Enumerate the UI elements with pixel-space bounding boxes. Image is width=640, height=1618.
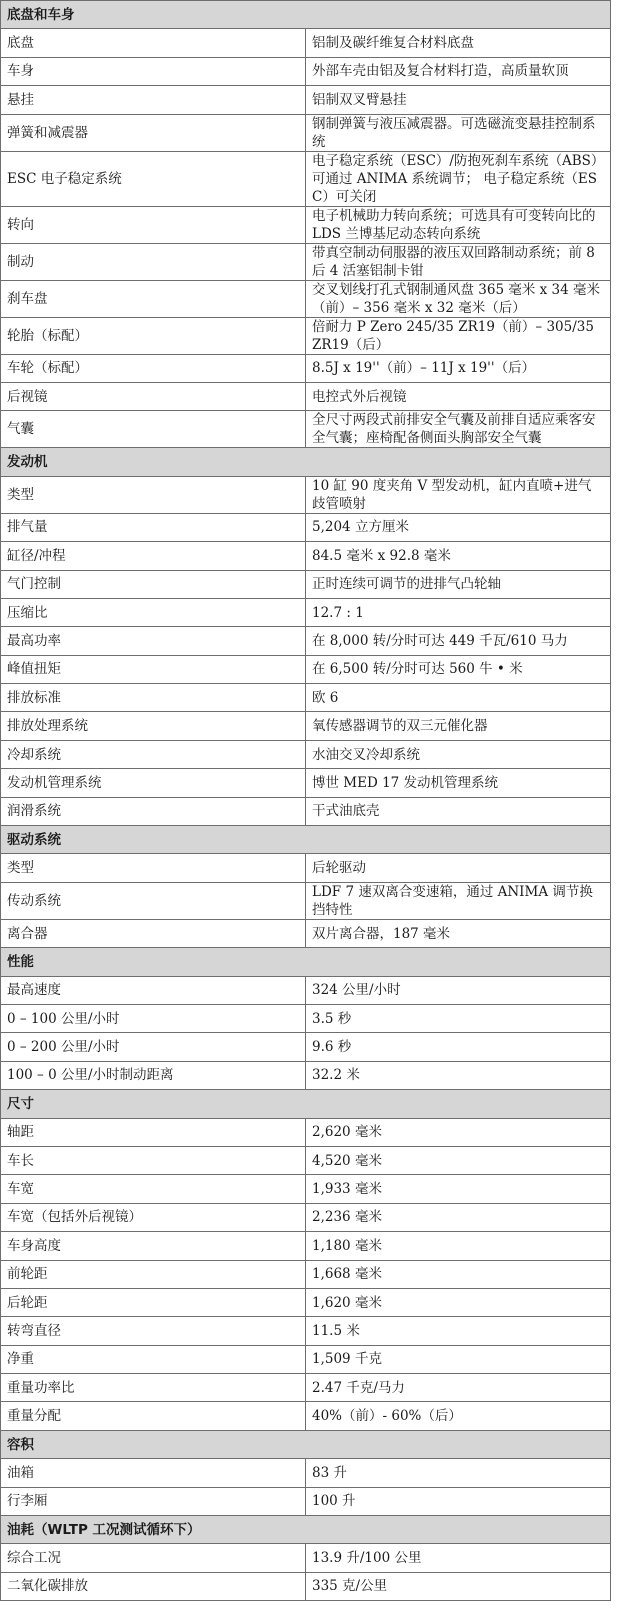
spec-value: 83 升 [306, 1459, 611, 1487]
table-row [1, 1459, 611, 1487]
spec-label: 车身 [1, 57, 306, 85]
spec-label: 0 – 100 公里/小时 [1, 1004, 306, 1032]
spec-value: 正时连续可调节的进排气凸轮轴 [306, 570, 611, 598]
table-row [1, 1004, 611, 1032]
section-header-row [1, 948, 611, 976]
table-row [1, 1544, 611, 1572]
spec-label: 弹簧和减震器 [1, 114, 306, 151]
spec-label: 车宽（包括外后视镜） [1, 1203, 306, 1231]
spec-value: 钢制弹簧与液压减震器。可选磁流变悬挂控制系统 [306, 114, 611, 151]
spec-value: 铝制双叉臂悬挂 [306, 86, 611, 114]
spec-value: 铝制及碳纤维复合材料底盘 [306, 29, 611, 57]
spec-label: 类型 [1, 476, 306, 513]
spec-label: 最高速度 [1, 976, 306, 1004]
spec-label: 峰值扭矩 [1, 655, 306, 683]
table-row [1, 476, 611, 513]
spec-value: 2,620 毫米 [306, 1118, 611, 1146]
table-row [1, 1374, 611, 1402]
spec-label: 底盘 [1, 29, 306, 57]
table-row [1, 542, 611, 570]
table-row [1, 151, 611, 206]
spec-label: 轴距 [1, 1118, 306, 1146]
spec-label: 气囊 [1, 411, 306, 448]
spec-label: 排气量 [1, 513, 306, 541]
table-row [1, 1487, 611, 1515]
spec-value: 全尺寸两段式前排安全气囊及前排自适应乘客安全气囊；座椅配备侧面头胸部安全气囊 [306, 411, 611, 448]
section-header-row [1, 1090, 611, 1118]
table-row [1, 655, 611, 683]
spec-value: 倍耐力 P Zero 245/35 ZR19（前）– 305/35 ZR19（后） [306, 317, 611, 354]
table-row [1, 243, 611, 280]
table-row [1, 1232, 611, 1260]
spec-label: 润滑系统 [1, 797, 306, 825]
spec-label: 制动 [1, 243, 306, 280]
spec-label: 类型 [1, 854, 306, 882]
table-row [1, 513, 611, 541]
spec-label: 悬挂 [1, 86, 306, 114]
table-row [1, 1118, 611, 1146]
spec-label: 转向 [1, 206, 306, 243]
table-row [1, 114, 611, 151]
spec-label: 发动机管理系统 [1, 769, 306, 797]
spec-label: 后视镜 [1, 382, 306, 410]
spec-value: 10 缸 90 度夹角 V 型发动机，缸内直喷+进气歧管喷射 [306, 476, 611, 513]
spec-label: 缸径/冲程 [1, 542, 306, 570]
spec-value: 后轮驱动 [306, 854, 611, 882]
spec-value: 欧 6 [306, 684, 611, 712]
table-row [1, 1345, 611, 1373]
spec-value: 1,668 毫米 [306, 1260, 611, 1288]
spec-value: 电控式外后视镜 [306, 382, 611, 410]
section-title: 尺寸 [1, 1090, 611, 1118]
spec-value: 32.2 米 [306, 1061, 611, 1089]
table-row [1, 854, 611, 882]
table-row [1, 684, 611, 712]
spec-label: 轮胎（标配） [1, 317, 306, 354]
spec-label: 100 – 0 公里/小时制动距离 [1, 1061, 306, 1089]
spec-value: 电子机械助力转向系统；可选具有可变转向比的 LDS 兰博基尼动态转向系统 [306, 206, 611, 243]
spec-value: 5,204 立方厘米 [306, 513, 611, 541]
spec-value: 氧传感器调节的双三元催化器 [306, 712, 611, 740]
spec-label: 二氧化碳排放 [1, 1572, 306, 1600]
table-row [1, 57, 611, 85]
spec-table-body [1, 1, 611, 1601]
section-title: 容积 [1, 1430, 611, 1458]
spec-label: 传动系统 [1, 882, 306, 919]
spec-label: ESC 电子稳定系统 [1, 151, 306, 206]
table-row [1, 976, 611, 1004]
spec-value: 干式油底壳 [306, 797, 611, 825]
spec-value: 2,236 毫米 [306, 1203, 611, 1231]
table-row [1, 740, 611, 768]
spec-value: 9.6 秒 [306, 1033, 611, 1061]
spec-value: 3.5 秒 [306, 1004, 611, 1032]
table-row [1, 382, 611, 410]
spec-label: 车长 [1, 1146, 306, 1174]
spec-value: 4,520 毫米 [306, 1146, 611, 1174]
spec-value: 带真空制动伺服器的液压双回路制动系统；前 8 后 4 活塞铝制卡钳 [306, 243, 611, 280]
table-row [1, 1402, 611, 1430]
table-row [1, 712, 611, 740]
spec-label: 转弯直径 [1, 1317, 306, 1345]
spec-label: 综合工况 [1, 1544, 306, 1572]
spec-value: 335 克/公里 [306, 1572, 611, 1600]
spec-label: 压缩比 [1, 598, 306, 626]
table-row [1, 1061, 611, 1089]
table-row [1, 1146, 611, 1174]
section-title: 性能 [1, 948, 611, 976]
spec-label: 0 – 200 公里/小时 [1, 1033, 306, 1061]
table-row [1, 882, 611, 919]
table-row [1, 206, 611, 243]
spec-value: 外部车壳由铝及复合材料打造，高质量软顶 [306, 57, 611, 85]
spec-value: 在 6,500 转/分时可达 560 牛 • 米 [306, 655, 611, 683]
spec-value: 11.5 米 [306, 1317, 611, 1345]
table-row [1, 1288, 611, 1316]
spec-value: 84.5 毫米 x 92.8 毫米 [306, 542, 611, 570]
spec-value: LDF 7 速双离合变速箱，通过 ANIMA 调节换挡特性 [306, 882, 611, 919]
table-row [1, 29, 611, 57]
spec-value: 8.5J x 19''（前）– 11J x 19''（后） [306, 354, 611, 382]
table-row [1, 1260, 611, 1288]
table-row [1, 317, 611, 354]
table-row [1, 411, 611, 448]
spec-value: 1,620 毫米 [306, 1288, 611, 1316]
spec-label: 油箱 [1, 1459, 306, 1487]
section-header-row [1, 826, 611, 854]
spec-value: 12.7 : 1 [306, 598, 611, 626]
spec-value: 1,180 毫米 [306, 1232, 611, 1260]
spec-value: 交叉划线打孔式钢制通风盘 365 毫米 x 34 毫米（前）– 356 毫米 x 32 毫米（后） [306, 280, 611, 317]
table-row [1, 1033, 611, 1061]
spec-value: 在 8,000 转/分时可达 449 千瓦/610 马力 [306, 627, 611, 655]
section-title: 底盘和车身 [1, 1, 611, 29]
spec-label: 排放标准 [1, 684, 306, 712]
table-row [1, 354, 611, 382]
spec-label: 排放处理系统 [1, 712, 306, 740]
table-row [1, 1203, 611, 1231]
spec-label: 离合器 [1, 919, 306, 947]
table-row [1, 598, 611, 626]
table-row [1, 797, 611, 825]
spec-value: 水油交叉冷却系统 [306, 740, 611, 768]
section-header-row [1, 1430, 611, 1458]
spec-value: 双片离合器，187 毫米 [306, 919, 611, 947]
table-row [1, 570, 611, 598]
section-title: 发动机 [1, 448, 611, 476]
spec-label: 重量分配 [1, 1402, 306, 1430]
spec-label: 净重 [1, 1345, 306, 1373]
spec-label: 最高功率 [1, 627, 306, 655]
spec-value: 1,509 千克 [306, 1345, 611, 1373]
section-header-row [1, 1, 611, 29]
spec-label: 冷却系统 [1, 740, 306, 768]
table-row [1, 1572, 611, 1600]
section-title: 油耗（WLTP 工况测试循环下） [1, 1516, 611, 1544]
spec-label: 重量功率比 [1, 1374, 306, 1402]
spec-value: 2.47 千克/马力 [306, 1374, 611, 1402]
spec-label: 气门控制 [1, 570, 306, 598]
spec-label: 车身高度 [1, 1232, 306, 1260]
spec-value: 13.9 升/100 公里 [306, 1544, 611, 1572]
spec-value: 1,933 毫米 [306, 1175, 611, 1203]
spec-value: 100 升 [306, 1487, 611, 1515]
spec-value: 40%（前）- 60%（后） [306, 1402, 611, 1430]
section-title: 驱动系统 [1, 826, 611, 854]
table-row [1, 627, 611, 655]
spec-value: 博世 MED 17 发动机管理系统 [306, 769, 611, 797]
spec-value: 电子稳定系统（ESC）/防抱死刹车系统（ABS）可通过 ANIMA 系统调节； 电子稳定系统（ESC）可关闭 [306, 151, 611, 206]
spec-label: 后轮距 [1, 1288, 306, 1316]
table-row [1, 1175, 611, 1203]
spec-label: 刹车盘 [1, 280, 306, 317]
table-row [1, 769, 611, 797]
table-row [1, 1317, 611, 1345]
spec-label: 车宽 [1, 1175, 306, 1203]
spec-label: 车轮（标配） [1, 354, 306, 382]
table-row [1, 280, 611, 317]
table-row [1, 86, 611, 114]
spec-label: 前轮距 [1, 1260, 306, 1288]
section-header-row [1, 448, 611, 476]
spec-value: 324 公里/小时 [306, 976, 611, 1004]
spec-label: 行李厢 [1, 1487, 306, 1515]
table-row [1, 919, 611, 947]
section-header-row [1, 1516, 611, 1544]
